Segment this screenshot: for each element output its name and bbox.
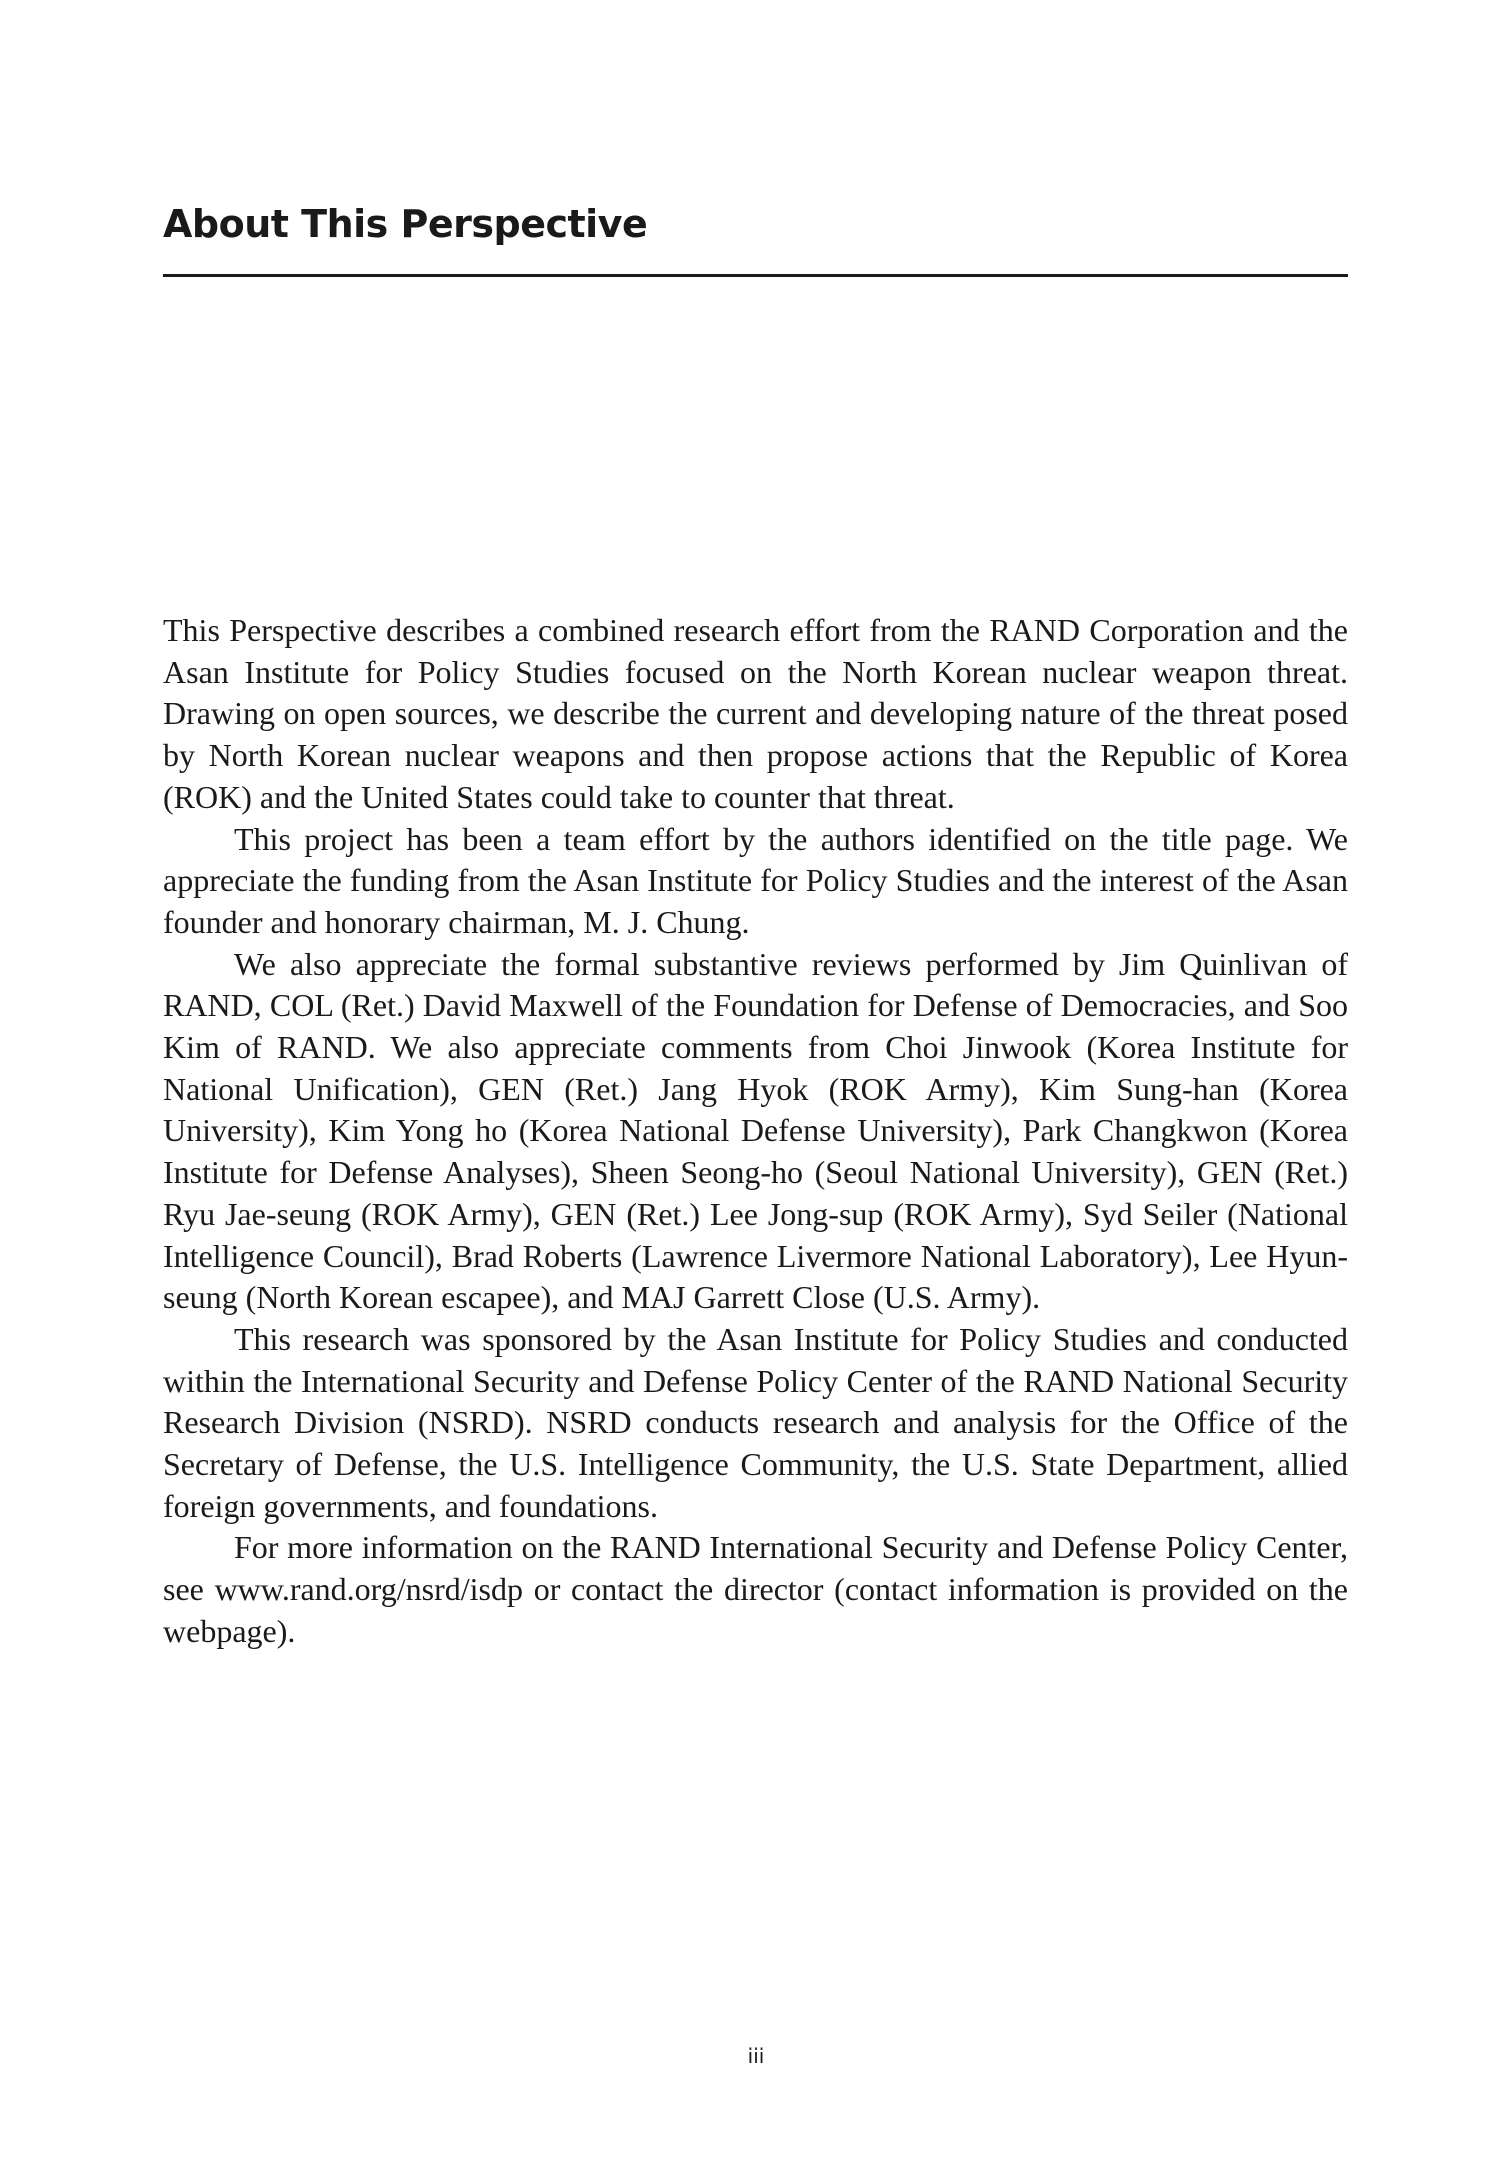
section-title: About This Perspective xyxy=(163,202,648,246)
paragraph-sponsorship: This research was sponsored by the Asan Institute for Policy Studies and conducted within the International Security and Defense Policy Center of the RAND National Security Research Division (NSRD). NSRD conducts research and analysis for the Office of the Secretary of Defense, the U.S. Intelligence Community, the U.S. State Department, allied foreign governments, and foundations. xyxy=(163,1320,1348,1524)
title-rule xyxy=(163,274,1348,277)
page-number: iii xyxy=(747,2044,765,2068)
paragraph-overview: This Perspective describes a combined research effort from the RAND Corporation and the Asan Institute for Policy Studies focused on the North Korean nuclear weapon threat. Drawing on open sources, we describe the current and developing nature of the threat posed by North Korean nuclear weapons and then propose actions that the Republic of Korea (ROK) and the United States could take to counter that threat. xyxy=(163,612,1348,815)
body-text xyxy=(163,610,1348,1653)
paragraph-funding: This project has been a team effort by the authors identified on the title page. We appreciate the funding from the Asan Institute for Policy Studies and the interest of the Asan founder and honorary chairman, M. J. Chung. xyxy=(163,820,1348,940)
paragraph-contact: For more information on the RAND International Security and Defense Policy Center, see www.rand.org/nsrd/isdp or contact the director (contact information is provided on the webpage). xyxy=(163,1529,1348,1649)
paragraph-reviewers: We also appreciate the formal substantive reviews performed by Jim Quinlivan of RAND, COL (Ret.) David Maxwell of the Foundation for Defense of Democracies, and Soo Kim of RAND. We also appreciate comments from Choi Jinwook (Korea Institute for National Unification), GEN (Ret.) Jang Hyok (ROK Army), Kim Sung-han (Korea University), Kim Yong ho (Korea National Defense University), Park Changkwon (Korea Institute for Defense Analyses), Sheen Seong-ho (Seoul National University), GEN (Ret.) Ryu Jae-seung (ROK Army), GEN (Ret.) Lee Jong-sup (ROK Army), Syd Seiler (National Intelligence Council), Brad Roberts (Lawrence Livermore National Laboratory), Lee Hyun-seung (North Korean escapee), and MAJ Garrett Close (U.S. Army). xyxy=(163,945,1348,1316)
